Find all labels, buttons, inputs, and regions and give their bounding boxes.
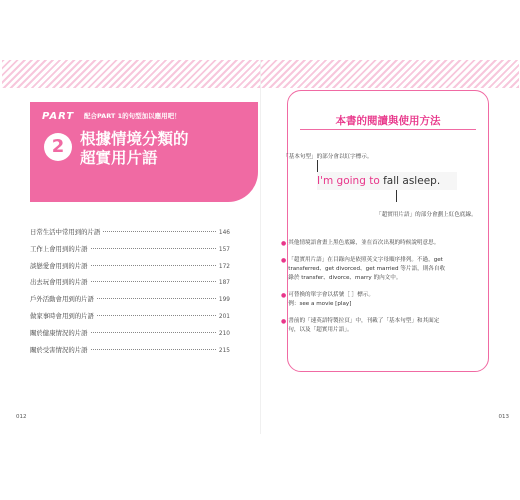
note-text xyxy=(288,291,374,309)
toc-leader xyxy=(91,332,216,333)
toc-label: 談戀愛會用到的片語 xyxy=(30,261,88,270)
part-title-line2: 超實用片語 xyxy=(80,149,158,167)
left-page xyxy=(2,60,260,434)
toc-label: 戶外活動會用到的片語 xyxy=(30,295,94,304)
page-number: 012 xyxy=(16,414,27,420)
part-title xyxy=(80,130,250,168)
toc-label: 關於受害情況的片語 xyxy=(30,345,88,354)
toc-label: 做家事時會用到的片語 xyxy=(30,311,94,320)
decorative-stripe xyxy=(2,60,260,88)
toc-row[interactable] xyxy=(30,345,230,362)
toc-row[interactable] xyxy=(30,328,230,345)
usage-note xyxy=(281,317,451,335)
note-text xyxy=(288,317,439,335)
toc-row[interactable] xyxy=(30,294,230,311)
toc-label: 工作上會用到的片語 xyxy=(30,244,88,253)
toc-page: 146 xyxy=(218,230,230,236)
toc-page: 157 xyxy=(218,246,230,253)
note-line: 例：see a movie [play] xyxy=(288,301,352,307)
page-number: 013 xyxy=(498,414,509,420)
right-page xyxy=(261,60,519,434)
annotation-phrase: 「超實用片語」的部分會劃上紅色底線。 xyxy=(376,212,477,218)
note-line: 書前的「速英語特製拉頁」中，刊載了「基本句型」和其面定 xyxy=(288,318,440,324)
note-text xyxy=(288,256,445,283)
toc-page: 215 xyxy=(218,347,230,354)
usage-note xyxy=(281,239,451,248)
toc-page: 187 xyxy=(218,280,230,287)
annotation-leader-line xyxy=(396,190,397,202)
toc-page: 210 xyxy=(218,330,230,337)
example-sentence xyxy=(317,172,457,190)
toc-page: 172 xyxy=(218,263,230,270)
part-number: 2 xyxy=(44,133,72,161)
bullet-icon: ● xyxy=(281,318,287,325)
toc-leader xyxy=(97,298,216,299)
bullet-icon: ● xyxy=(281,240,287,247)
annotation-basic-pattern: 「基本句型」的部分會以紅字標示。 xyxy=(283,154,373,160)
toc-label: 出去玩會用到的片語 xyxy=(30,278,88,287)
toc-leader xyxy=(97,315,216,316)
how-to-use-title: 本書的閱讀與使用方法 xyxy=(335,115,441,127)
annotation-leader-line xyxy=(317,160,318,172)
bullet-icon: ● xyxy=(281,257,287,264)
part-header xyxy=(30,102,258,202)
toc-row[interactable] xyxy=(30,277,230,294)
note-line: 可替換的單字會以括號［ ］標示。 xyxy=(288,292,374,298)
toc-page: 201 xyxy=(218,313,230,320)
toc-leader xyxy=(91,281,216,282)
title-rule xyxy=(300,129,476,130)
toc-leader xyxy=(91,349,216,350)
note-line: 句，以及「超實用片語」。 xyxy=(288,327,353,333)
note-line: 其他情境語會畫上黑色底線，並在首次出現的時候說明意思。 xyxy=(288,240,440,246)
note-text xyxy=(288,239,439,248)
note-line: transferred、get divorced、get married 等片語，則各自收 xyxy=(288,266,446,272)
toc-row[interactable] xyxy=(30,311,230,328)
bullet-icon: ● xyxy=(281,292,287,299)
part-subtitle: 配合PART 1的句型加以應用吧！ xyxy=(84,112,181,120)
toc-page: 199 xyxy=(218,297,230,304)
toc-leader xyxy=(91,248,216,249)
toc-row[interactable] xyxy=(30,227,230,244)
toc-leader xyxy=(91,265,216,266)
toc-leader xyxy=(103,231,216,232)
table-of-contents xyxy=(30,227,230,361)
toc-label: 日常生活中常用到的片語 xyxy=(30,228,101,236)
usage-note xyxy=(281,256,451,283)
decorative-stripe xyxy=(261,60,519,88)
note-line: 「超實用片語」在目錄內是依照英文字母順序排列。不過，get xyxy=(288,257,443,263)
example-phrase: fall asleep. xyxy=(379,175,441,187)
toc-label: 關於健康情況的片語 xyxy=(30,328,88,337)
toc-row[interactable] xyxy=(30,261,230,278)
example-pattern: I'm going to xyxy=(317,175,380,187)
usage-notes xyxy=(281,239,451,343)
note-line: 錄於 transfer、divorce、marry 的內文中。 xyxy=(288,275,402,281)
usage-note xyxy=(281,291,451,309)
part-title-line1: 根據情境分類的 xyxy=(80,130,189,148)
part-label: PART xyxy=(42,111,75,122)
toc-row[interactable] xyxy=(30,244,230,261)
